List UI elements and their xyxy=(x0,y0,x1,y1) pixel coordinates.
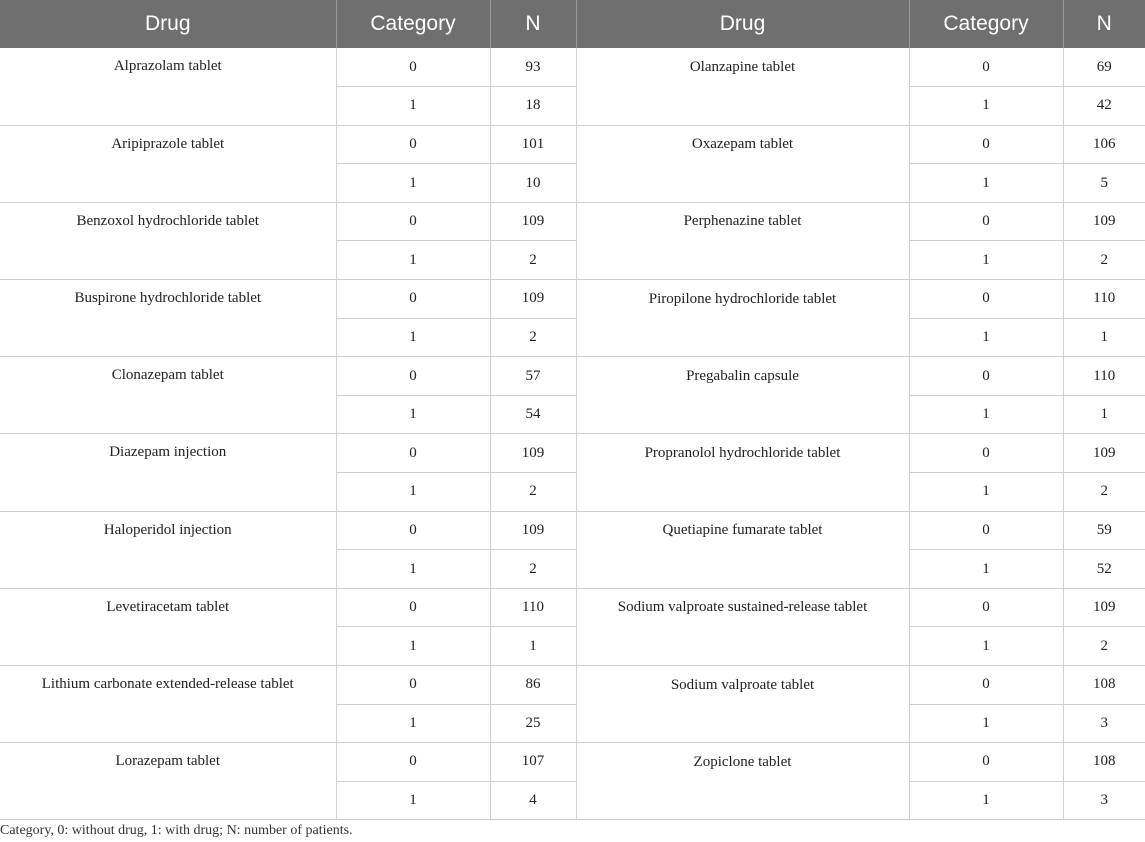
patient-count-cell: 109 xyxy=(490,280,576,319)
drug-name-cell: Levetiracetam tablet xyxy=(0,588,336,665)
category-cell: 0 xyxy=(909,588,1063,627)
table-row xyxy=(0,434,1145,473)
category-cell: 0 xyxy=(909,511,1063,550)
table-body xyxy=(0,48,1145,820)
patient-count-cell: 109 xyxy=(1063,588,1145,627)
patient-count-cell: 110 xyxy=(1063,280,1145,319)
patient-count-cell: 4 xyxy=(490,781,576,820)
patient-count-cell: 69 xyxy=(1063,48,1145,87)
patient-count-cell: 2 xyxy=(490,550,576,589)
patient-count-cell: 107 xyxy=(490,743,576,782)
drug-name-cell xyxy=(576,164,909,203)
category-cell: 0 xyxy=(909,125,1063,164)
patient-count-cell: 10 xyxy=(490,164,576,203)
category-cell: 0 xyxy=(909,666,1063,705)
category-cell: 1 xyxy=(909,395,1063,434)
drug-name-cell xyxy=(576,473,909,512)
patient-count-cell: 109 xyxy=(490,202,576,241)
drug-name-cell: Aripiprazole tablet xyxy=(0,125,336,202)
header-category-left: Category xyxy=(336,0,490,48)
patient-count-cell: 2 xyxy=(1063,473,1145,512)
patient-count-cell: 109 xyxy=(1063,202,1145,241)
table-row xyxy=(0,666,1145,705)
category-cell: 1 xyxy=(336,473,490,512)
table-row xyxy=(0,125,1145,164)
table-row xyxy=(0,511,1145,550)
patient-count-cell: 57 xyxy=(490,357,576,396)
patient-count-cell: 108 xyxy=(1063,743,1145,782)
patient-count-cell: 93 xyxy=(490,48,576,87)
patient-count-cell: 1 xyxy=(1063,318,1145,357)
category-cell: 1 xyxy=(909,241,1063,280)
patient-count-cell: 110 xyxy=(1063,357,1145,396)
table-row xyxy=(0,357,1145,396)
patient-count-cell: 108 xyxy=(1063,666,1145,705)
drug-name-cell: Clonazepam tablet xyxy=(0,357,336,434)
drug-name-cell: Piropilone hydrochloride tablet xyxy=(576,280,909,319)
category-cell: 1 xyxy=(336,318,490,357)
table-footnote: Category, 0: without drug, 1: with drug; N: number of patients. xyxy=(0,823,353,838)
category-cell: 0 xyxy=(336,511,490,550)
category-cell: 0 xyxy=(336,434,490,473)
drug-name-cell xyxy=(576,241,909,280)
drug-name-cell: Oxazepam tablet xyxy=(576,125,909,164)
drug-name-cell: Lorazepam tablet xyxy=(0,743,336,820)
patient-count-cell: 109 xyxy=(490,434,576,473)
category-cell: 1 xyxy=(909,627,1063,666)
patient-count-cell: 2 xyxy=(490,473,576,512)
category-cell: 1 xyxy=(909,781,1063,820)
table-row xyxy=(0,280,1145,319)
drug-name-cell: Diazepam injection xyxy=(0,434,336,511)
patient-count-cell: 1 xyxy=(1063,395,1145,434)
category-cell: 0 xyxy=(336,588,490,627)
patient-count-cell: 109 xyxy=(1063,434,1145,473)
header-category-right: Category xyxy=(909,0,1063,48)
category-cell: 1 xyxy=(909,318,1063,357)
patient-count-cell: 86 xyxy=(490,666,576,705)
category-cell: 0 xyxy=(909,357,1063,396)
category-cell: 1 xyxy=(336,550,490,589)
patient-count-cell: 54 xyxy=(490,395,576,434)
patient-count-cell: 106 xyxy=(1063,125,1145,164)
category-cell: 1 xyxy=(909,704,1063,743)
drug-name-cell: Lithium carbonate extended-release tablet xyxy=(0,666,336,743)
patient-count-cell: 109 xyxy=(490,511,576,550)
drug-name-cell: Propranolol hydrochloride tablet xyxy=(576,434,909,473)
drug-name-cell xyxy=(576,627,909,666)
drug-name-cell xyxy=(576,318,909,357)
table-row xyxy=(0,588,1145,627)
table-row xyxy=(0,48,1145,87)
category-cell: 1 xyxy=(909,473,1063,512)
drug-name-cell xyxy=(576,550,909,589)
category-cell: 1 xyxy=(336,627,490,666)
patient-count-cell: 2 xyxy=(490,318,576,357)
patient-count-cell: 2 xyxy=(490,241,576,280)
drug-name-cell: Perphenazine tablet xyxy=(576,202,909,241)
category-cell: 0 xyxy=(909,48,1063,87)
category-cell: 1 xyxy=(336,704,490,743)
patient-count-cell: 2 xyxy=(1063,627,1145,666)
category-cell: 1 xyxy=(336,395,490,434)
category-cell: 0 xyxy=(336,125,490,164)
patient-count-cell: 101 xyxy=(490,125,576,164)
category-cell: 0 xyxy=(909,434,1063,473)
drug-name-cell xyxy=(576,781,909,820)
drug-name-cell: Alprazolam tablet xyxy=(0,48,336,125)
patient-count-cell: 3 xyxy=(1063,704,1145,743)
patient-count-cell: 42 xyxy=(1063,87,1145,126)
patient-count-cell: 1 xyxy=(490,627,576,666)
category-cell: 0 xyxy=(909,743,1063,782)
patient-count-cell: 25 xyxy=(490,704,576,743)
patient-count-cell: 18 xyxy=(490,87,576,126)
drug-name-cell: Quetiapine fumarate tablet xyxy=(576,511,909,550)
category-cell: 1 xyxy=(909,550,1063,589)
category-cell: 0 xyxy=(336,202,490,241)
drug-name-cell: Haloperidol injection xyxy=(0,511,336,588)
table-header-row xyxy=(0,0,1145,48)
category-cell: 0 xyxy=(336,280,490,319)
patient-count-cell: 3 xyxy=(1063,781,1145,820)
drug-name-cell: Benzoxol hydrochloride tablet xyxy=(0,202,336,279)
drug-name-cell: Buspirone hydrochloride tablet xyxy=(0,280,336,357)
drug-name-cell: Pregabalin capsule xyxy=(576,357,909,396)
patient-count-cell: 59 xyxy=(1063,511,1145,550)
table-row xyxy=(0,202,1145,241)
category-cell: 1 xyxy=(909,87,1063,126)
drug-name-cell xyxy=(576,87,909,126)
category-cell: 1 xyxy=(336,87,490,126)
drug-name-cell: Sodium valproate sustained-release tablet xyxy=(576,588,909,627)
drug-name-cell xyxy=(576,395,909,434)
category-cell: 1 xyxy=(336,241,490,280)
table-row xyxy=(0,743,1145,782)
header-n-left: N xyxy=(490,0,576,48)
category-cell: 0 xyxy=(336,743,490,782)
category-cell: 1 xyxy=(336,164,490,203)
header-drug-left: Drug xyxy=(0,0,336,48)
drug-name-cell: Olanzapine tablet xyxy=(576,48,909,87)
patient-count-cell: 2 xyxy=(1063,241,1145,280)
category-cell: 0 xyxy=(909,280,1063,319)
patient-count-cell: 52 xyxy=(1063,550,1145,589)
category-cell: 0 xyxy=(336,357,490,396)
patient-count-cell: 110 xyxy=(490,588,576,627)
patient-count-cell: 5 xyxy=(1063,164,1145,203)
category-cell: 0 xyxy=(336,48,490,87)
category-cell: 1 xyxy=(909,164,1063,203)
header-n-right: N xyxy=(1063,0,1145,48)
category-cell: 1 xyxy=(336,781,490,820)
drug-name-cell xyxy=(576,704,909,743)
drug-name-cell: Zopiclone tablet xyxy=(576,743,909,782)
category-cell: 0 xyxy=(336,666,490,705)
drug-name-cell: Sodium valproate tablet xyxy=(576,666,909,705)
category-cell: 0 xyxy=(909,202,1063,241)
header-drug-right: Drug xyxy=(576,0,909,48)
